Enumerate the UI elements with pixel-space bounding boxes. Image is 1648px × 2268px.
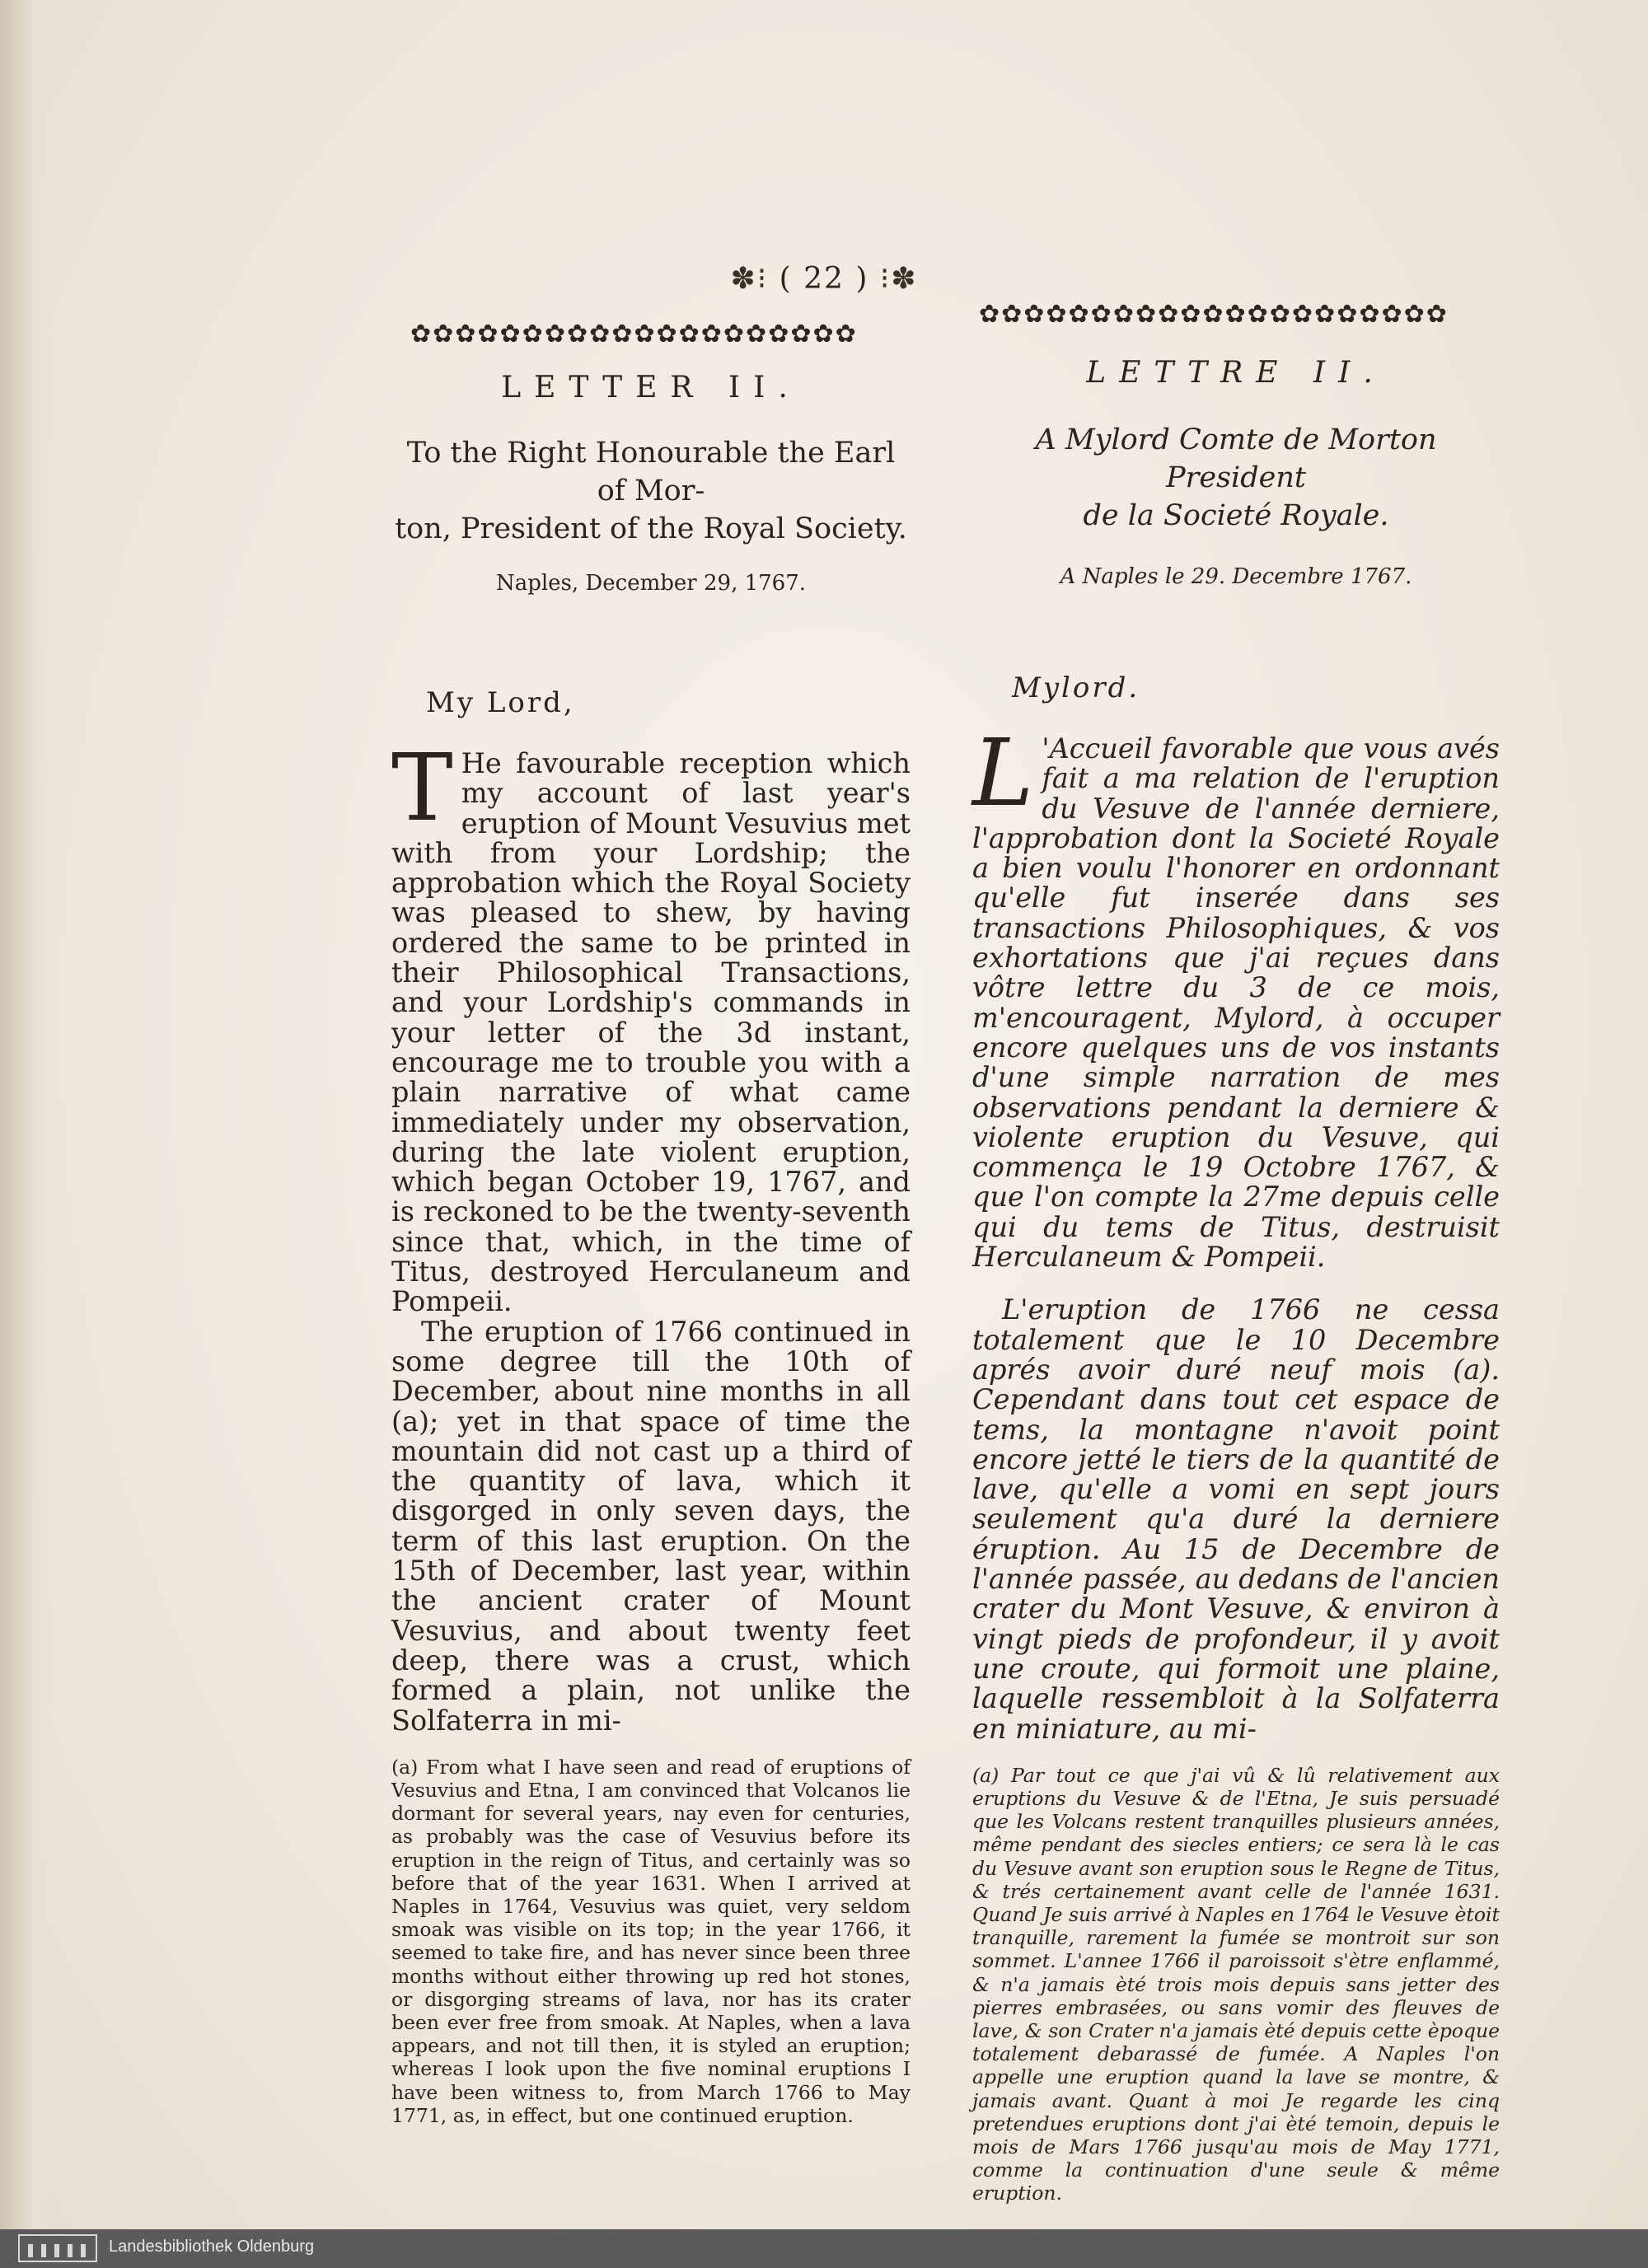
library-building-icon xyxy=(18,2234,97,2262)
paragraphe-2: L'eruption de 1766 ne cessa totalement que le 10 Decembre aprés avoir duré neuf mois (a). Cependant dans tout cet espace de tems, la montagne n'avoit point encore jetté le tiers de la quantité de lave, qu'elle a vomi en sept jours seulement qu'a duré la derniere éruption. Au 15 de Decembre de l'année passée, au dedans de l'ancien crater du Mont Vesuve, & environ à vingt pieds de profondeur, il y avoit une croute, qui formoit une plaine, laquelle ressembloit à la Solfaterra en miniature, au mi- xyxy=(972,1293,1500,1745)
lettre-heading: LETTRE II. xyxy=(1086,356,1386,390)
right-ornament-icon: ⁝✽ xyxy=(879,262,918,296)
adresse-line-2: de la Societé Royale. xyxy=(1083,499,1389,532)
adresse-line-1: A Mylord Comte de Morton President xyxy=(1035,423,1437,494)
page-number-header xyxy=(0,262,1648,296)
address-line-1: To the Right Honourable the Earl of Mor- xyxy=(406,437,896,507)
footnote: (a) From what I have seen and read of eruptions of Vesuvius and Etna, I am convinced that Volcanos lie dormant for several years, nay even for centuries, as probably was the case of Vesuvius before its eruption in the reign of Titus, and certainly was so before that of the year 1631. When I arrived at Naples in 1764, Vesuvius was quiet, very seldom smoak was visible on its top; in the year 1766, it seemed to take fire, and has never since been three months without either throwing up red hot stones, or disgorging streams of lava, nor has its crater been ever free from smoak. At Naples, when a lava appears, and not till then, it is styled an eruption; whereas I look upon the five nominal eruptions I have been witness to, from March 1766 to May 1771, as, in effect, but one continued eruption. xyxy=(391,1755,911,2127)
french-column xyxy=(972,356,1500,2205)
paragraph-1-text: He favourable reception which my account of last year's eruption of Mount Vesuvius met with from your Lordship; the approbation which the Royal Society was pleased to shew, by having ordered the same to be printed in their Philosophical Transactions, and your Lordship's commands in your letter of the 3d instant, encourage me to trouble you with a plain narrative of what came immediately under my observation, during the late violent eruption, which began October 19, 1767, and is reckoned to be the twenty-seventh since that, which, in the time of Titus, destroyed Herculaneum and Pompeii. xyxy=(391,747,911,1318)
page-number: ( 22 ) xyxy=(779,262,869,296)
note-fr: (a) Par tout ce que j'ai vû & lû relativement aux eruptions du Vesuve & de l'Etna, Je suis persuadé que les Volcans restent tranquilles plusieurs années, même pendant des siecles entiers; ce sera là le cas du Vesuve avant son eruption sous le Regne de Titus, & trés certainement avant celle de l'année 1631. Quand Je suis arrivé à Naples en 1764 le Vesuve ètoit tranquille, rarement la fumée se montroit sur son sommet. L'annee 1766 il paroissoit s'ètre enflammé, & n'a jamais èté trois mois depuis sans jetter des pierres embrasées, ou sans vomir des fleuves de lave, & son Crater n'a jamais èté depuis cette èpoque totalement debarassé de fumée. A Naples l'on appelle une eruption quand la lave se montre, & jamais avant. Quant à moi Je regarde les cinq pretendues eruptions dont j'ai èté temoin, depuis le mois de Mars 1766 jusqu'au mois de May 1771, comme la continuation d'une seule & même eruption. xyxy=(972,1763,1500,2205)
left-ornament-icon: ✽⁝ xyxy=(730,262,769,296)
left-ornament-border: ✿✿✿✿✿✿✿✿✿✿✿✿✿✿✿✿✿✿✿✿ xyxy=(410,320,858,348)
paragraph-2: The eruption of 1766 continued in some degree till the 10th of December, about nine months in all (a); yet in that space of time the mountain did not cast up a third of the quantity of lava, which it disgorged in only seven days, the term of this last eruption. On the 15th of December, last year, within the ancient crater of Mount Vesuvius, and about twenty feet deep, there was a crust, which formed a plain, not unlike the Solfaterra in mi- xyxy=(391,1315,911,1737)
english-column xyxy=(391,371,911,2127)
paragraphe-1-text: 'Accueil favorable que vous avés fait a ma relation de l'eruption du Vesuve de l'année derniere, l'approbation dont la Societé Royale a bien voulu l'honorer en ordonnant qu'elle fut inserée dans ses transactions Philosophiques, & vos exhortations que j'ai reçues dans vôtre lettre du 3 de ce mois, m'encouragent, Mylord, à occuper encore quelques uns de vos instants d'une simple narration de mes observations pendant la derniere & violente eruption du Vesuve, qui commença le 19 Octobre 1767, & que l'on compte la 27me depuis celle qui du tems de Titus, destruisit Herculaneum & Pompeii. xyxy=(972,732,1500,1274)
drop-cap: T xyxy=(391,735,453,842)
salutation-fr: Mylord. xyxy=(1012,671,1140,704)
address-line-2: ton, President of the Royal Society. xyxy=(395,512,907,545)
dateline-fr: A Naples le 29. Decembre 1767. xyxy=(1060,564,1412,589)
dateline: Naples, December 29, 1767. xyxy=(495,571,807,596)
paragraph-1 xyxy=(391,735,911,1318)
lettre-body xyxy=(972,720,1500,1745)
page-gutter-shadow xyxy=(0,0,49,2268)
salutation: My Lord, xyxy=(426,686,575,719)
letter-heading: LETTER II. xyxy=(501,371,801,404)
letter-body xyxy=(391,735,911,1737)
right-ornament-border: ✿✿✿✿✿✿✿✿✿✿✿✿✿✿✿✿✿✿✿✿✿ xyxy=(979,300,1449,329)
paragraphe-1 xyxy=(972,720,1500,1274)
library-name: Landesbibliothek Oldenburg xyxy=(109,2238,315,2256)
drop-cap-fr: L xyxy=(972,720,1034,827)
